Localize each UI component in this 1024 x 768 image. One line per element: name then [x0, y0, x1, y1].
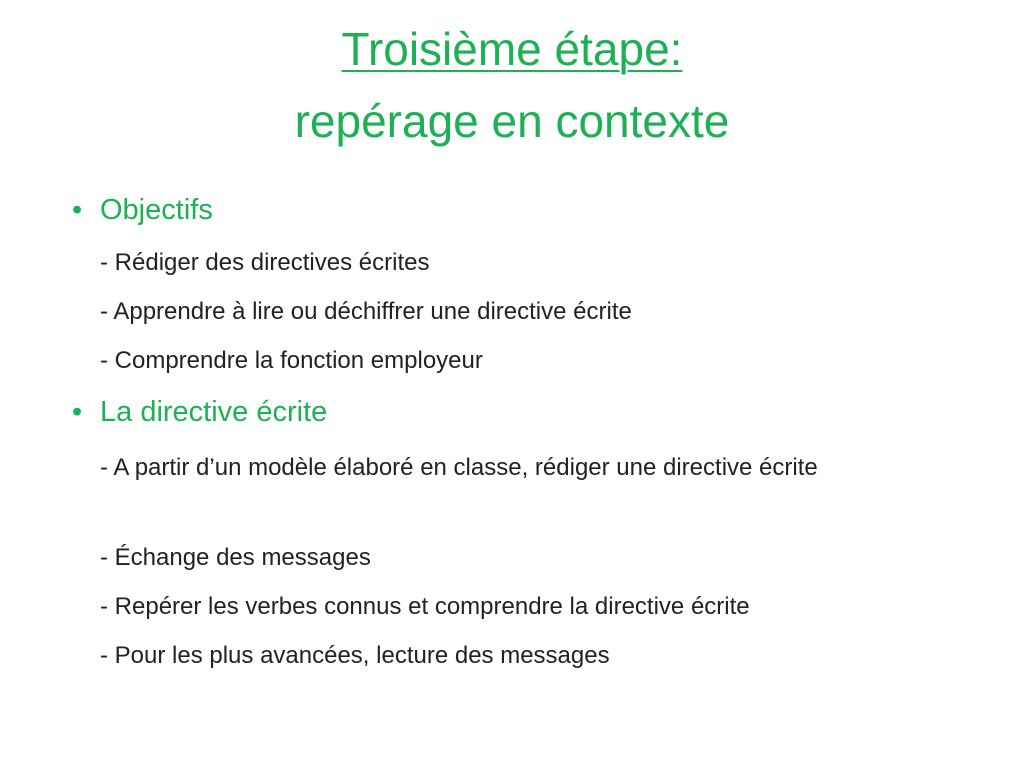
list-item: - Apprendre à lire ou déchiffrer une directive écrite [100, 298, 632, 325]
list-item: - Comprendre la fonction employeur [100, 347, 483, 374]
title-subheading: repérage en contexte [294, 95, 730, 147]
bullet-label: La directive écrite [100, 396, 328, 428]
list-item: - Échange des messages [100, 544, 371, 571]
list-item: - Pour les plus avancées, lecture des messages [100, 642, 610, 669]
bullet-label: Objectifs [100, 194, 213, 226]
bullet-icon: • [72, 194, 83, 226]
title-heading: Troisième étape: [341, 23, 683, 75]
bullet-icon: • [72, 396, 83, 428]
slide-title [0, 22, 1024, 148]
list-item: - Rédiger des directives écrites [100, 249, 430, 276]
list-item: - Repérer les verbes connus et comprendre la directive écrite [100, 593, 750, 620]
list-item: - A partir d’un modèle élaboré en classe, rédiger une directive écrite [100, 454, 818, 481]
